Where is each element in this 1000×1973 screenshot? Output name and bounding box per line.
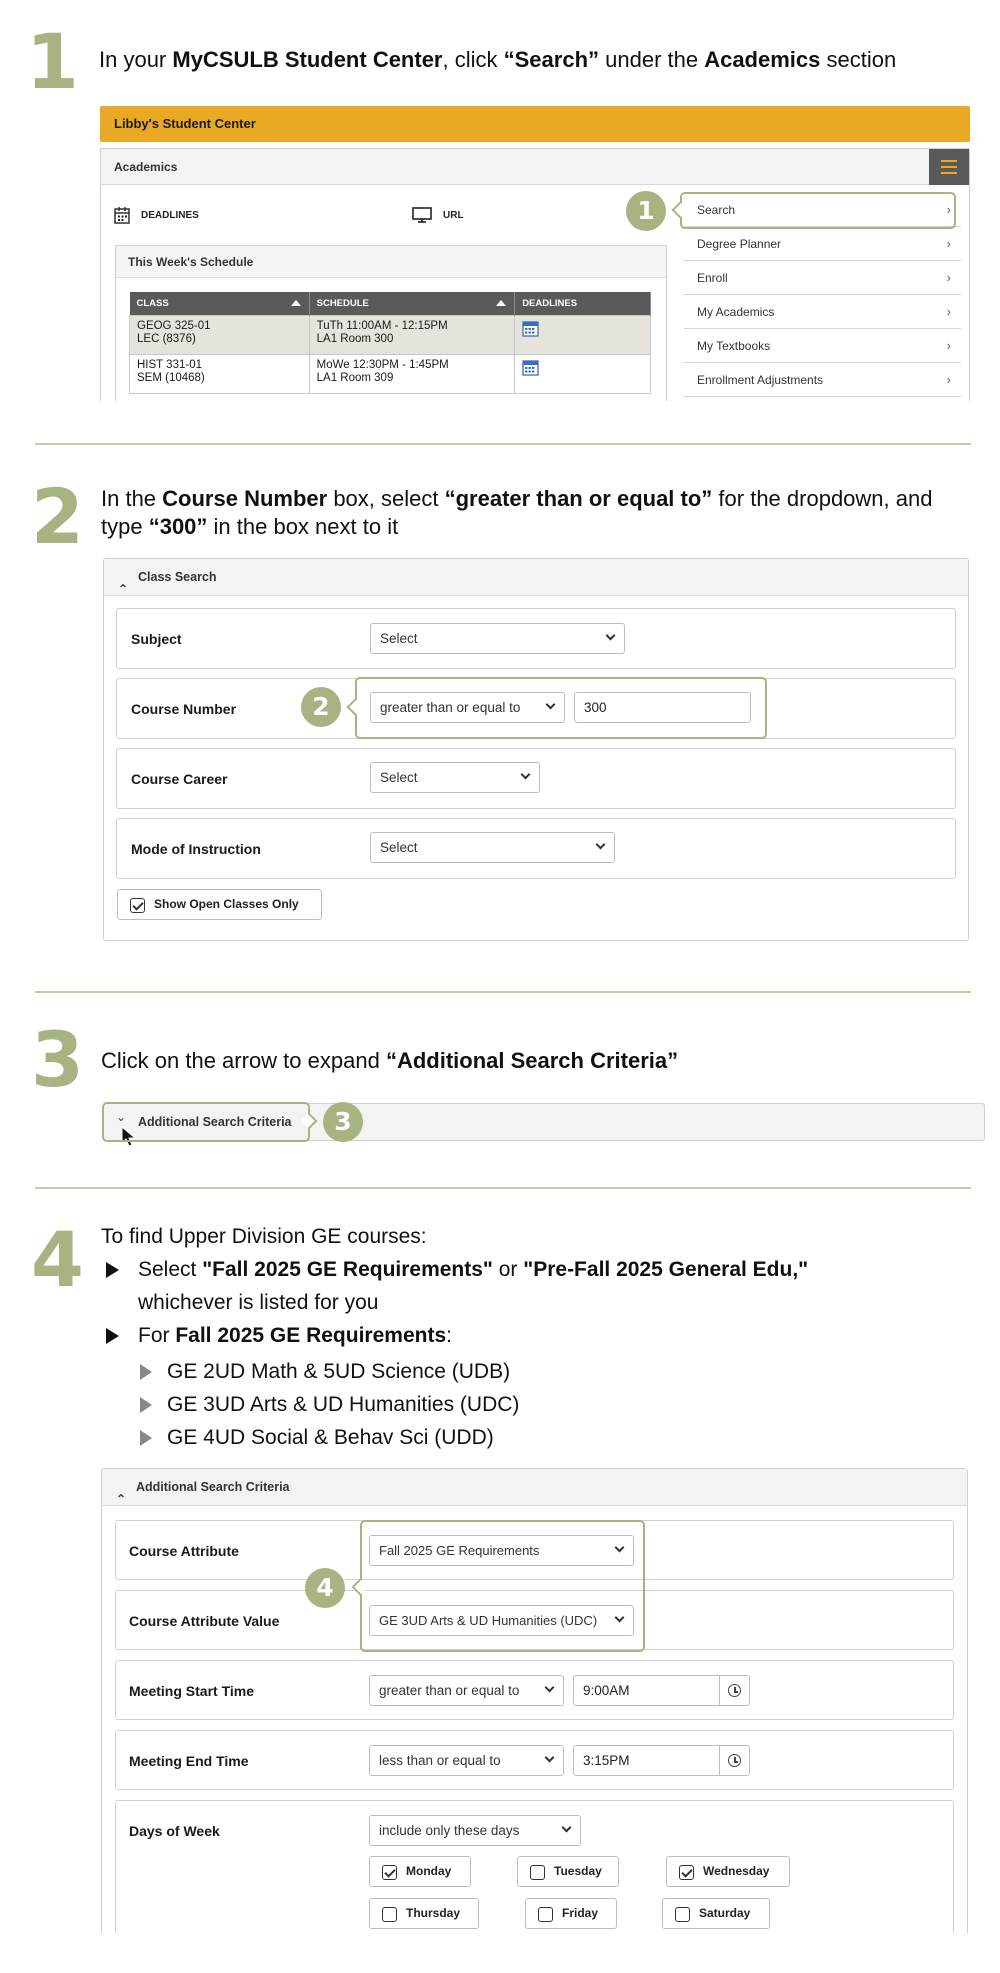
checkbox-empty-icon: [538, 1907, 553, 1922]
class-search-header[interactable]: ⌃ Class Search: [104, 559, 968, 596]
additional-criteria-header[interactable]: ⌃ Additional Search Criteria: [102, 1469, 967, 1506]
clock-icon[interactable]: [719, 1675, 750, 1706]
col-deadlines: DEADLINES: [515, 292, 651, 315]
course-career-select[interactable]: Select: [370, 762, 540, 793]
day-checkbox-tuesday[interactable]: Tuesday: [517, 1856, 619, 1887]
menu-item-enrollment-adjustments[interactable]: Enrollment Adjustments ›: [684, 363, 961, 397]
additional-criteria-label[interactable]: Additional Search Criteria: [138, 1115, 292, 1129]
chevron-down-icon: [521, 770, 531, 780]
meeting-end-label: Meeting End Time: [129, 1753, 249, 1769]
course-attribute-select[interactable]: Fall 2025 GE Requirements: [369, 1535, 634, 1566]
mode-select[interactable]: Select: [370, 832, 615, 863]
day-checkbox-friday[interactable]: Friday: [525, 1898, 617, 1929]
mode-label: Mode of Instruction: [131, 841, 261, 857]
course-attribute-label: Course Attribute: [129, 1543, 239, 1559]
deadlines-link[interactable]: DEADLINES: [141, 210, 199, 221]
col-schedule[interactable]: SCHEDULE: [309, 292, 515, 315]
meeting-end-operator-select[interactable]: less than or equal to: [369, 1745, 564, 1776]
days-operator-select[interactable]: include only these days: [369, 1815, 581, 1846]
class-cell[interactable]: HIST 331-01 SEM (10468): [130, 354, 310, 393]
chevron-down-icon: [562, 1823, 572, 1833]
schedule-cell: TuTh 11:00AM - 12:15PM LA1 Room 300: [309, 315, 515, 354]
bullet-icon: [106, 1328, 119, 1344]
chevron-down-icon: [606, 631, 616, 641]
step-4-number: 4: [31, 1215, 84, 1304]
academics-header: Academics: [101, 149, 969, 185]
menu-item-my-textbooks[interactable]: My Textbooks ›: [684, 329, 961, 363]
meeting-end-input[interactable]: 3:15PM: [573, 1745, 720, 1776]
chevron-right-icon: ›: [946, 236, 951, 251]
deadline-cell: [515, 354, 651, 393]
step-4-bullet-2: For Fall 2025 GE Requirements:: [138, 1324, 452, 1347]
step-4-bullet-1: Select "Fall 2025 GE Requirements" or "Pre-Fall 2025 General Edu,": [138, 1258, 809, 1281]
separator: [35, 1187, 971, 1189]
schedule-title: This Week's Schedule: [116, 246, 666, 278]
callout-badge-2: 2: [301, 687, 341, 727]
calendar-icon[interactable]: [522, 328, 539, 340]
step-2-number: 2: [31, 472, 84, 561]
deadline-cell: [515, 315, 651, 354]
chevron-right-icon: ›: [946, 338, 951, 353]
course-attribute-value-select[interactable]: GE 3UD Arts & UD Humanities (UDC): [369, 1605, 634, 1636]
checkbox-checked-icon: [382, 1865, 397, 1880]
callout-badge-3: 3: [323, 1102, 363, 1142]
class-cell[interactable]: GEOG 325-01 LEC (8376): [130, 315, 310, 354]
days-of-week-label: Days of Week: [129, 1823, 220, 1839]
course-number-operator-select[interactable]: greater than or equal to: [370, 692, 565, 723]
course-attribute-highlight-box: [360, 1520, 645, 1652]
checkbox-empty-icon: [675, 1907, 690, 1922]
checkbox-checked-icon: [130, 898, 145, 913]
step-1-instruction: In your MyCSULB Student Center, click “Search” under the Academics section: [99, 47, 897, 72]
step-2-instruction: In the Course Number box, select “greater than or equal to” for the dropdown, and type “300” in the box next to it: [101, 486, 933, 539]
step-1-number: 1: [26, 17, 79, 106]
table-row: [130, 315, 651, 354]
course-number-label: Course Number: [131, 701, 237, 717]
page-bottom-cutoff: [0, 1933, 1000, 1973]
chevron-right-icon: ›: [946, 372, 951, 387]
menu-item-search[interactable]: Search ›: [684, 193, 961, 227]
step-4-bullet-1-cont: whichever is listed for you: [138, 1291, 379, 1314]
callout-badge-1: 1: [626, 191, 666, 231]
col-class[interactable]: CLASS: [130, 292, 310, 315]
show-open-classes-checkbox[interactable]: Show Open Classes Only: [117, 889, 322, 920]
chevron-up-icon[interactable]: ⌃: [118, 582, 129, 596]
checkbox-checked-icon: [679, 1865, 694, 1880]
menu-item-degree-planner[interactable]: Degree Planner ›: [684, 227, 961, 261]
course-career-label: Course Career: [131, 771, 228, 787]
additional-criteria-highlight-box: [102, 1102, 310, 1142]
hamburger-menu-icon[interactable]: [929, 149, 969, 185]
menu-item-enroll[interactable]: Enroll ›: [684, 261, 961, 295]
sort-up-icon[interactable]: [291, 300, 301, 306]
meeting-start-label: Meeting Start Time: [129, 1683, 254, 1699]
meeting-start-input[interactable]: 9:00AM: [573, 1675, 720, 1706]
ge-option-udc: GE 3UD Arts & UD Humanities (UDC): [167, 1393, 520, 1416]
search-highlight-box: [680, 192, 956, 229]
schedule-table: [129, 292, 651, 394]
day-checkbox-thursday[interactable]: Thursday: [369, 1898, 479, 1929]
student-center-title-bar: Libby's Student Center: [100, 106, 970, 142]
sort-up-icon[interactable]: [496, 300, 506, 306]
sub-bullet-icon: [140, 1364, 152, 1380]
day-checkbox-monday[interactable]: Monday: [369, 1856, 471, 1887]
chevron-down-icon: [545, 1753, 555, 1763]
calendar-icon[interactable]: [114, 206, 130, 229]
sub-bullet-icon: [140, 1430, 152, 1446]
ge-option-udd: GE 4UD Social & Behav Sci (UDD): [167, 1426, 494, 1449]
day-checkbox-wednesday[interactable]: Wednesday: [666, 1856, 790, 1887]
chevron-down-icon[interactable]: ⌄: [116, 1110, 127, 1124]
course-number-input[interactable]: 300: [574, 692, 751, 723]
bullet-icon: [106, 1262, 119, 1278]
step-3-number: 3: [31, 1015, 84, 1104]
clock-icon[interactable]: [719, 1745, 750, 1776]
chevron-down-icon: [545, 1683, 555, 1693]
subject-select[interactable]: Select: [370, 623, 625, 654]
separator: [35, 991, 971, 993]
menu-item-my-academics[interactable]: My Academics ›: [684, 295, 961, 329]
chevron-down-icon: [596, 840, 606, 850]
callout-badge-4: 4: [305, 1568, 345, 1608]
checkbox-empty-icon: [530, 1865, 545, 1880]
ge-option-udb: GE 2UD Math & 5UD Science (UDB): [167, 1360, 511, 1383]
chevron-up-icon[interactable]: ⌃: [116, 1492, 127, 1506]
monitor-icon[interactable]: [412, 207, 432, 228]
sub-bullet-icon: [140, 1397, 152, 1413]
url-link[interactable]: URL: [443, 210, 464, 221]
course-attribute-value-label: Course Attribute Value: [129, 1613, 280, 1629]
table-row: [130, 354, 651, 393]
schedule-cell: MoWe 12:30PM - 1:45PM LA1 Room 309: [309, 354, 515, 393]
checkbox-empty-icon: [382, 1907, 397, 1922]
meeting-start-operator-select[interactable]: greater than or equal to: [369, 1675, 564, 1706]
step-3-instruction: Click on the arrow to expand “Additional Search Criteria”: [101, 1048, 679, 1073]
chevron-right-icon: ›: [946, 270, 951, 285]
step-4-intro: To find Upper Division GE courses:: [101, 1225, 427, 1248]
academics-panel: [100, 148, 970, 401]
chevron-right-icon: ›: [946, 202, 951, 217]
day-checkbox-saturday[interactable]: Saturday: [662, 1898, 770, 1929]
separator: [35, 443, 971, 445]
subject-label: Subject: [131, 631, 182, 647]
course-number-highlight-box: [355, 677, 767, 739]
calendar-icon[interactable]: [522, 367, 539, 379]
chevron-right-icon: ›: [946, 304, 951, 319]
